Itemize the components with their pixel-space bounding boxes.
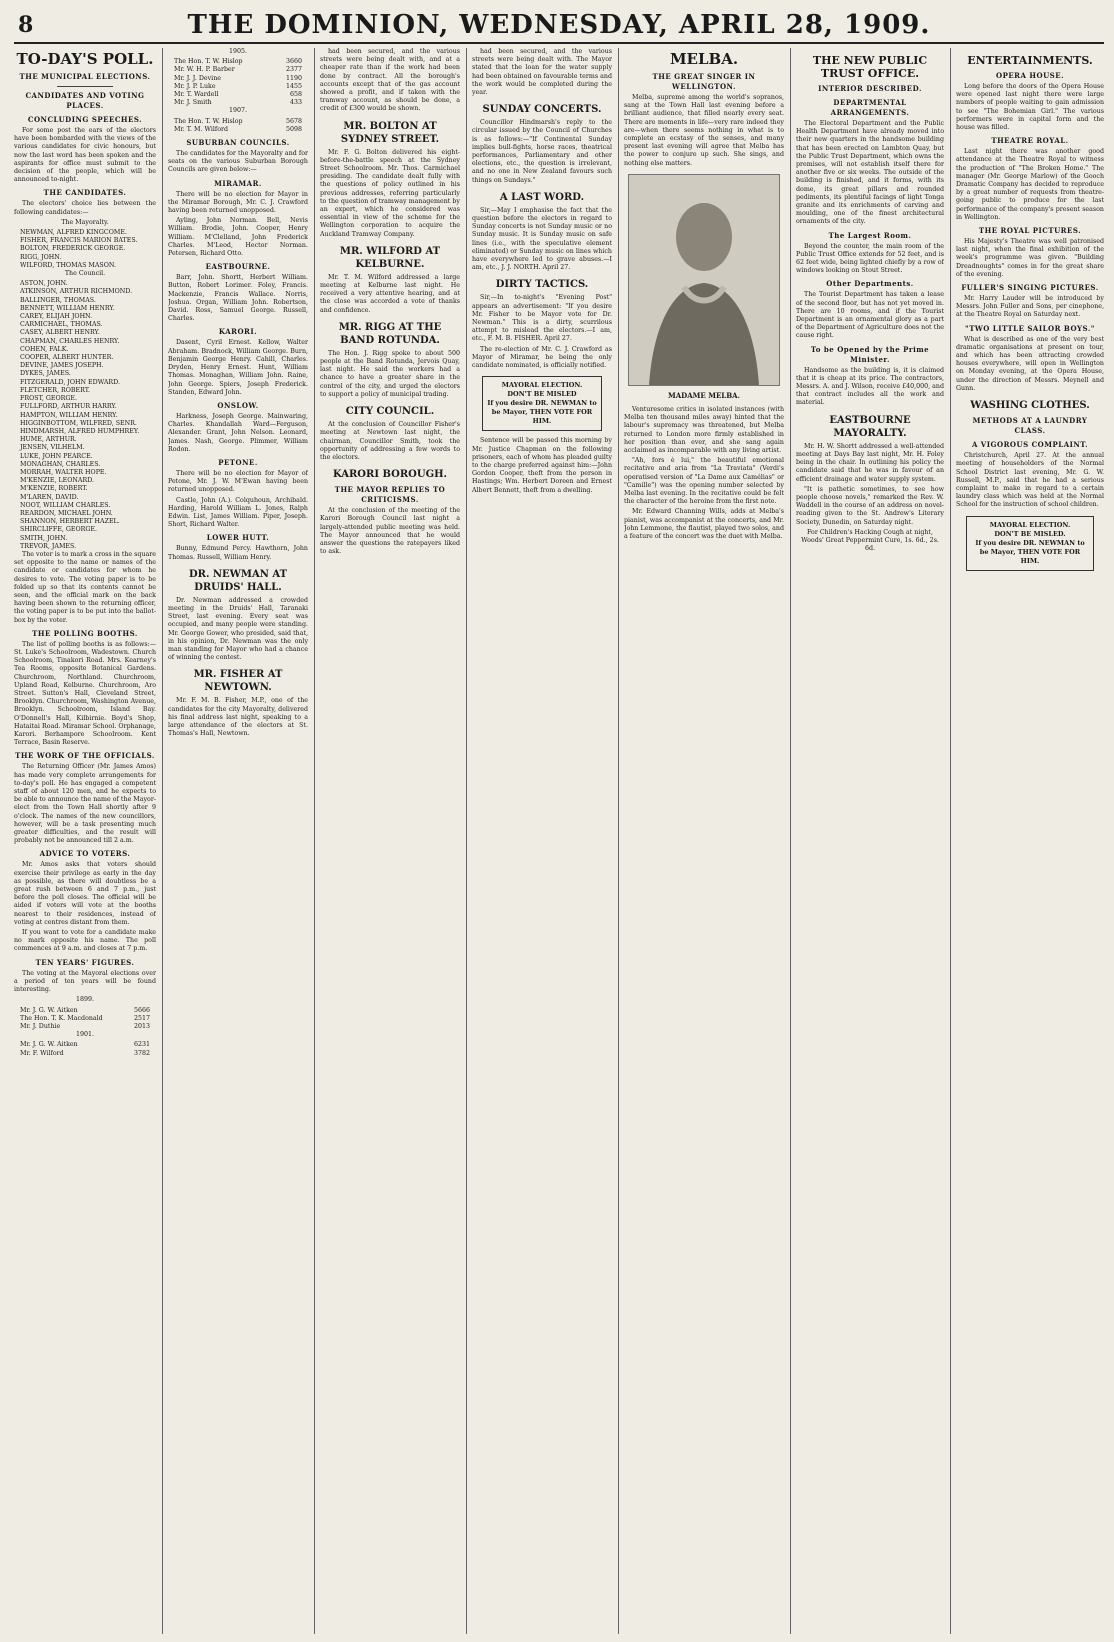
column-2 [168,48,308,1634]
candidate-name: SHIRCLIFFE, GEORGE. [20,526,98,534]
candidate-name: COOPER, ALBERT HUNTER. [20,354,114,362]
paragraph: For some post the ears of the electors have been bombarded with the views of the various candidates for civic honours, but now the last word has been spoken and the aspirants for office must submit to the decision of the people, which will be announced to-night. [14,127,156,184]
subheading: INTERIOR DESCRIBED. [818,84,922,93]
subheading: CONCLUDING SPEECHES. [27,115,143,124]
subheading: DEPARTMENTAL ARRANGEMENTS. [830,98,910,117]
candidate-name: FLETCHER, ROBERT. [20,386,91,394]
paragraph: Handsome as the building is, it is claimed that it is cheap at its price. The contractors, Messrs. A. and J. Wilson, receive £40,000, and that contract includes all the work and material. [796,366,944,407]
subheading: OPERA HOUSE. [995,71,1065,80]
paragraph: The voting at the Mayoral elections over a period of ten years will be found interesting. [14,969,156,994]
article-heading: CITY COUNCIL. [345,406,435,418]
paragraph: Last night there was another good attendance at the Theatre Royal to witness the production of "The Broken Home." The manager (Mr. George Marlow) of the Gooch Dramatic Company has decided to reproduce by a great number of requests from theatre-going public to produce for the last performance of the company's present season in Wellington. [956,148,1104,221]
article-heading: MR. FISHER AT NEWTOWN. [193,669,283,694]
paragraph: Sentence will be passed this morning by Mr. Justice Chapman on the following prisoners, each of whom has pleaded guilty to the charge preferred against him:—John Gordon Cooper, theft from the person in Hastings; Wm. Herbert Doreen and Ernest Albert Bennett, theft from a dwelling. [472,437,612,494]
result-row: Mr. F. Wilford 3782 [20,1049,150,1057]
candidate-name: TREVOR, JAMES. [20,542,77,550]
subheading: THE ROYAL PICTURES. [978,226,1082,236]
article-heading: DIRTY TACTICS. [495,279,589,291]
candidate-name: CHAPMAN, CHARLES HENRY. [20,337,120,345]
paragraph: The re-election of Mr. C. J. Crawford as Mayor of Miramar, he being the only candidate nominated, is officially notified. [472,345,612,370]
candidate-name: HIGGINBOTTOM, WILFRED, SENR. [20,419,137,427]
paragraph: Sir,—May I emphasise the fact that the question before the electors in regard to Sunday concerts is not Sunday music or no Sunday music. It is Sunday music on safe lines (i.e., with the speculative element eliminated) or Sunday music on lines which have everywhere led to grave abuses.—I am, etc., J. J. NORTH. April 27. [472,206,612,272]
election-notice: MAYORAL ELECTION. DON'T BE MISLED If you desire DR. NEWMAN to be Mayor, THEN VOTE FOR HIM. [482,376,602,431]
name-list: Dasent, Cyril Ernest. Kellow, Walter Abraham. Bradnock, William George. Burn, Benjamin George Henry. Cahill, Charles. Dryden, Henry Ernest. Hunt, William Thomas. Monaghan, William John. Raine, John George. Spiers, Joseph Frederick. Standen, Edward John. [168,339,308,396]
candidate-name: DYKES, JAMES. [20,370,71,378]
candidate-name: M'KENZIE, LEONARD. [20,477,95,485]
paragraph: Beyond the counter, the main room of the Public Trust Office extends for 52 feet, and is 62 feet wide, being lighted chiefly by a row of windows looking on Stout Street. [796,242,944,275]
subheading: SUBURBAN COUNCILS. [186,138,290,148]
candidate-name: HUME, ARTHUR. [20,436,77,444]
paragraph: Councillor Hindmarsh's reply to the circular issued by the Council of Churches is as follows:—"If Continental Sunday implies bull-fights, horse races, theatrical performances, Parliamentary and other elections, etc., the question is irrelevant, and no one in New Zealand favours such things on Sundays." [472,119,612,184]
result-row: Mr. J. G. W. Aitken 5666 [20,1006,150,1014]
subheading: MIRAMAR. [214,178,262,188]
advertisement: For Children's Hacking Cough at night, Woods' Great Peppermint Cure, 1s. 6d., 2s. 6d. [801,528,939,553]
article-heading: MR. WILFORD AT KELBURNE. [339,245,441,270]
subheading: The Largest Room. [828,230,912,240]
paragraph: Christchurch, April 27. At the annual meeting of householders of the Normal School District last evening, Mr. G. W. Russell, M.P., said that he had a serious complaint to make in regard to a certain laundry class which was held at the Normal School for the instruction of school children. [956,452,1104,509]
name-list: Harkness, Joseph George. Mainwaring, Charles. Khandallah Ward—Ferguson, Alexander. Grant, John Nelson. Leonard, James. Nash, George. Plimmer, William Rodon. [168,412,308,453]
paragraph: Sir,—In to-night's "Evening Post" appears an advertisement: "If you desire Mr. Fisher to be Mayor vote for Dr. Newman." This is a dirty, scurrilous attempt to mislead the electors.—I am, etc., F. M. B. FISHER. April 27. [472,294,612,343]
candidate-name: REARDON, MICHAEL JOHN. [20,509,113,517]
name-list: Barr, John. Shortt, Herbert William. Button, Robert Lorimer. Foley, Francis. Mackenzie, Francis Wallace. Norris, Joshua. Organ, William John. Robertson, David. Ross, Samuel George. Russell, Charles. [168,274,308,323]
column-7 [956,48,1104,1634]
candidate-name: CASEY, ALBERT HENRY. [20,329,100,337]
subheading: CANDIDATES AND VOTING PLACES. [25,91,145,110]
subheading: TEN YEARS' FIGURES. [35,957,135,967]
paragraph: "It is pathetic sometimes, to see how people choose novels," remarked the Rev. W. Waddell in the course of an address on novel-reading given to the St. Andrew's Literary Society, Dunedin, on Saturday night. [796,485,944,526]
list-title: The Mayoralty. [61,218,109,226]
candidate-name: FITZGERALD, JOHN EDWARD. [20,378,120,386]
result-row: Mr. J. J. Devine 1190 [174,74,302,82]
subheading: FULLER'S SINGING PICTURES. [961,283,1099,293]
year-label: 1907. [228,107,248,115]
candidate-name: CAREY, ELIJAH JOHN. [20,313,93,321]
article-heading: THE NEW PUBLIC TRUST OFFICE. [812,54,928,80]
name-list: Castle, John (A.). Colquhoun, Archibald. Harding, Harold William L. Jones, Ralph Edwin. List, James William. Piper, Joseph. Short, Richard Walter. [168,496,308,529]
year-label: 1901. [75,1031,95,1039]
result-row: The Hon. T. K. Macdonald 2517 [20,1014,150,1022]
result-row: Mr. J. G. W. Aitken 6231 [20,1041,150,1049]
candidate-name: M'LAREN, DAVID. [20,493,79,501]
paragraph: Mr. Edward Channing Wills, adds at Melba's pianist, was accompanist at the concerts, and Mr. John Lemmone, the flautist, played two solos, and a feature of the concert was the duet with Melba. [624,508,784,541]
candidate-name: COHEN, FALK. [20,345,69,353]
paragraph: At the conclusion of Councillor Fisher's meeting at Newtown last night, the chairman, Councillor Smith, took the opportunity of addressing a few words to the electors. [320,421,460,461]
article-heading: DR. NEWMAN AT DRUIDS' HALL. [188,568,288,593]
column-1 [14,48,156,1634]
paragraph: There will be no election for Mayor in the Miramar Borough, Mr. C. J. Crawford having been returned unopposed. [168,190,308,215]
masthead [14,10,1104,44]
subheading: THE CANDIDATES. [43,188,127,198]
subheading: To be Opened by the Prime Minister. [810,344,930,364]
subheading: PETONE. [218,457,258,467]
candidate-name: MONAGHAN, CHARLES. [20,460,101,468]
candidate-name: HAMPTON, WILLIAM HENRY. [20,411,118,419]
result-row: Mr. J. Smith 433 [174,99,302,107]
subheading: A VIGOROUS COMPLAINT. [971,440,1089,450]
paragraph: The Hon. J. Rigg spoke to about 500 people at the Band Rotunda, Jervois Quay, last night. He said the workers had a chance to have a greater share in the control of the city, and urged the electors to support a policy of municipal trading. [320,349,460,398]
candidate-name: WILFORD, THOMAS MASON. [20,261,116,269]
result-row: Mr. J. Duthie 2013 [20,1022,150,1030]
paragraph: His Majesty's Theatre was well patronised last night, when the final exhibition of the week's programme was given. "Building Dreadnoughts" comes in for the great share of the evening. [956,238,1104,278]
result-row: Mr. T. Wardell 658 [174,91,302,99]
list-title: The Council. [64,270,106,278]
subheading: THE WORK OF THE OFFICIALS. [15,751,155,761]
candidate-name: JENSEN, VILHELM. [20,444,85,452]
subheading: THE MAYOR REPLIES TO CRITICISMS. [334,485,446,505]
article-heading: MR. BOLTON AT SYDNEY STREET. [340,120,440,145]
article-heading: ENTERTAINMENTS. [967,54,1093,67]
paragraph: The voter is to mark a cross in the square set opposite to the name or names of the candidate or candidates for whom he desires to vote. The voting paper is to be folded up so that its contents cannot be seen, and the official mark on the back having been shown to the returning officer, the voting paper is to be put into the ballot-box by the voter. [14,550,156,624]
candidate-name: BENNETT, WILLIAM HENRY. [20,304,115,312]
article-heading: EASTBOURNE MAYORALTY. [829,414,911,439]
article-heading: WASHING CLOTHES. [970,400,1090,412]
candidate-name: ASTON, JOHN. [20,280,68,288]
candidate-name: HINDMARSH, ALFRED HUMPHREY. [20,427,140,435]
paragraph: Long before the doors of the Opera House were opened last night there were large numbers of people waiting to gain admission to see "The Bohemian Girl." The various performers were in capital form and the house was filled. [956,83,1104,132]
paragraph: Dr. Newman addressed a crowded meeting in the Druids' Hall, Taranaki Street, last evening. Every seat was occupied, and many people were standing. Mr. George Gower, who presided, said that, in his opinion, Dr. Newman was the only man standing for Mayor who had a chance of winning the contest. [168,596,308,662]
column-4 [472,48,612,1634]
paragraph: Mr. F. M. B. Fisher, M.P., one of the candidates for the city Mayoralty, delivered his final address last night, speaking to a large attendance of the electors at St. Thomas's Hall, Newtown. [168,697,308,738]
candidate-name: FROST, GEORGE. [20,395,78,403]
paragraph: At the conclusion of the meeting of the Karori Borough Council last night a largely-attended public meeting was held. The Mayor announced that he would answer the questions the ratepayers liked to ask. [320,507,460,556]
paragraph: Mr. H. W. Shortt addressed a well-attended meeting at Days Bay last night, Mr. H. Foley being in the chair. In outlining his policy the candidate said that he was in favour of an efficient drainage and water supply system. [796,442,944,483]
paragraph: Melba, supreme among the world's sopranos, sang at the Town Hall last evening before a brilliant audience, that filled nearly every seat. There are moments in life—very rare indeed they are—when there seems nothing in what is to complete an ecstasy of the senses, and many present last evening will agree that Melba has the power to conjure up such. She sings, and nothing else matters. [624,94,784,167]
year-label: 1899. [75,996,95,1004]
subheading: METHODS AT A LAUNDRY CLASS. [972,416,1088,436]
subheading: THEATRE ROYAL. [991,136,1069,146]
candidate-name: BALLINGER, THOMAS. [20,296,96,304]
paragraph: The electors' choice lies between the following candidates:— [14,200,156,216]
result-row: Mr. W. H. P. Barber 2377 [174,66,302,74]
masthead-title: THE DOMINION, WEDNESDAY, APRIL 28, 1909. [187,10,931,40]
election-notice: MAYORAL ELECTION. DON'T BE MISLED. If you desire DR. NEWMAN to be Mayor, THEN VOTE FOR HIM. [966,516,1094,571]
year-label: 1905. [228,48,248,55]
name-list: Bunny, Edmund Percy. Hawthorn, John Thomas. Russell, William Henry. [168,545,308,561]
column-5 [624,48,784,1634]
subheading: EASTBOURNE. [205,262,271,272]
article-heading: KARORI BOROUGH. [332,469,448,481]
paragraph: The candidates for the Mayoralty and for seats on the various Suburban Borough Councils are given below:— [168,150,308,174]
subheading: ADVICE TO VOTERS. [39,849,131,859]
candidate-name: CARMICHAEL, THOMAS. [20,321,103,329]
article-heading: TO-DAY'S POLL. [16,50,154,68]
article-heading: MR. RIGG AT THE BAND ROTUNDA. [338,321,442,346]
melba-portrait [628,174,780,386]
subheading: THE GREAT SINGER IN WELLINGTON. [652,72,756,91]
paragraph: The list of polling booths is as follows:— St. Luke's Schoolroom, Wadestown. Church Schoolroom, Tinakori Road. Mrs. Kearney's Tea Rooms, opposite Botanical Gardens. Churchroom, Northland. Churchroom, Upland Road, Kelburne. Churchroom, Aro Street. Sutton's Hall, Cleveland Street, Brooklyn. Churchroom, Washington Avenue, Brooklyn. Schoolroom, Island Bay. O'Donnell's Hall, Kilbirnie. Boyd's Shop, Hataitai Road. Miramar School. Orphanage, Karori. Berhampore Schoolroom. Kent Terrace, Basin Reserve. [14,640,156,747]
paragraph: had been secured, and the various streets were being dealt with, and at a cheaper rate than if the work had been done by contract. All the borough's accounts except that of the gas account showed a profit, and if taken with the tramway account, as should be done, a credit of £300 would be shown. [320,48,460,113]
paragraph: Mr. T. M. Wilford addressed a large meeting at Kelburne last night. He received a very attentive hearing, and at the close was accorded a vote of thanks and confidence. [320,273,460,314]
column-3 [320,48,460,1634]
candidate-name: M'KENZIE, ROBERT. [20,485,88,493]
candidate-name: DEVINE, JAMES JOSEPH. [20,362,104,370]
result-row: The Hon. T. W. Hislop 3660 [174,58,302,66]
candidate-name: NEWMAN, ALFRED KINGCOME. [20,229,127,237]
subheading: KARORI. [218,327,258,337]
candidate-name: FULLFORD, ARTHUR HARRY. [20,403,117,411]
candidate-name: SHANNON, HERBERT HAZEL. [20,518,120,526]
candidate-name: BOLTON, FREDERICK GEORGE. [20,245,126,253]
paragraph: The Electoral Department and the Public Health Department have already moved into their new quarters in the handsome building that has been erected on Lambton Quay, but the Public Trust Department, which owns the premises, will not establish itself there for another five or six weeks. The outside of the building is finished, and it forms, with its dome, its great pillars and rounded pediments, its plentiful facings of light Tonga granite and its enrichments of carving and moulding, one of the finest architectural ornaments of the city. [796,120,944,226]
result-row: Mr. T. M. Wilford 5098 [174,125,302,133]
subheading: LOWER HUTT. [206,533,270,543]
paragraph: There will be no election for Mayor of Petone, Mr. J. W. M'Ewan having been returned unopposed. [168,469,308,494]
candidate-name: RIGG, JOHN. [20,253,62,261]
paragraph: What is described as one of the very best dramatic organisations at present on tour, and which has been attracting crowded houses everywhere, will open in Wellington on Monday evening, at the Opera House, under the direction of Messrs. Meynell and Gunn. [956,335,1104,392]
subheading: Other Departments. [826,279,914,289]
paragraph: had been secured, and the various streets were being dealt with. The Mayor stated that the loan for the water supply had been obtained on favourable terms and the work would be completed during the year. [472,48,612,97]
name-list: Ayling, John Norman. Bell, Nevis William. Brodie, John. Cooper, Henry William. M'Clelland, John Frederick Charles. M'Leod, Hector Norman. Petersen, Richard Otto. [168,217,308,258]
page-number: 8 [18,12,34,38]
candidate-name: NOOT, WILLIAM CHARLES. [20,501,111,509]
article-heading: A LAST WORD. [499,191,585,203]
paragraph: The Returning Officer (Mr. James Amos) has made very complete arrangements for to-day's poll. He has engaged a competent staff of about 120 men, and he expects to be able to announce the name of the Mayor-elect from the Town Hall shortly after 9 o'clock. The names of the new councillors, however, will be a task presenting much greater difficulties, and the result will probably not be announced till 2 a.m. [14,763,156,845]
article-heading: MELBA. [669,50,739,68]
subheading: THE POLLING BOOTHS. [32,628,138,638]
result-row: Mr. J. P. Luke 1455 [174,82,302,90]
candidate-name: LUKE, JOHN PEARCE. [20,452,93,460]
candidate-name: SMITH, JOHN. [20,534,68,542]
result-row: The Hon. T. W. Hislop 5678 [174,117,302,125]
column-6 [796,48,944,1634]
candidate-name: MORRAH, WALTER HOPE. [20,468,107,476]
paragraph: Mr. Harry Lauder will be introduced by Messrs. John Fuller and Sons, per cinephone, at the Theatre Royal on Saturday next. [956,295,1104,319]
paragraph: If you want to vote for a candidate make no mark opposite his name. The poll commences at 9 a.m. and closes at 7 p.m. [14,929,156,953]
paragraph: "Ah, fors è lui," the beautiful emotional recitative and aria from "La Traviata" (Verdi's operatised version of "La Dame aux Camélias" or "Camille") was the opening number selected by Melba last evening. In the recitative could be felt the character of the heroine from the first note. [624,457,784,506]
paragraph: The Tourist Department has taken a lease of the second floor, but has not yet moved in. There are 10 rooms, and if the Tourist Department is an ornamental glory as a part of the Department of Agriculture does not the cause right. [796,291,944,340]
paragraph: Venturesome critics in isolated instances (with Melba ten thousand miles away) hinted that the labour's supremacy was threatened, but Melba returned to London more firmly established in her position than ever, and she sang again acclaimed as incomparable with any living artist. [624,406,784,455]
article-heading: SUNDAY CONCERTS. [482,104,602,116]
subheading: "TWO LITTLE SAILOR BOYS." [965,323,1095,333]
subheading: THE MUNICIPAL ELECTIONS. [19,72,151,81]
paragraph: Mr. Amos asks that voters should exercise their privilege as early in the day as possible, as there will doubtless be a great rush between 6 and 7 p.m., just before the poll closes. The official will be aided if voters will vote at the booths nearest to their residences, instead of voting at centres distant from them. [14,861,156,926]
subheading: ONSLOW. [217,400,259,410]
candidate-name: FISHER, FRANCIS MARION BATES. [20,237,138,245]
paragraph: Mr. F. G. Bolton delivered his eight-before-the-battle speech at the Sydney Street Schoolroom. Mr. Thos. Carmichael presiding. The candidate dealt fully with the questions of policy outlined in his previous addresses, referring particularly to the question of tramway management by an expert, which he considered was essential in view of the scheme for the Wellington corporation to acquire the Auckland Tramway Company. [320,148,460,238]
candidate-name: ATKINSON, ARTHUR RICHMOND. [20,288,133,296]
portrait-caption: MADAME MELBA. [668,390,740,400]
